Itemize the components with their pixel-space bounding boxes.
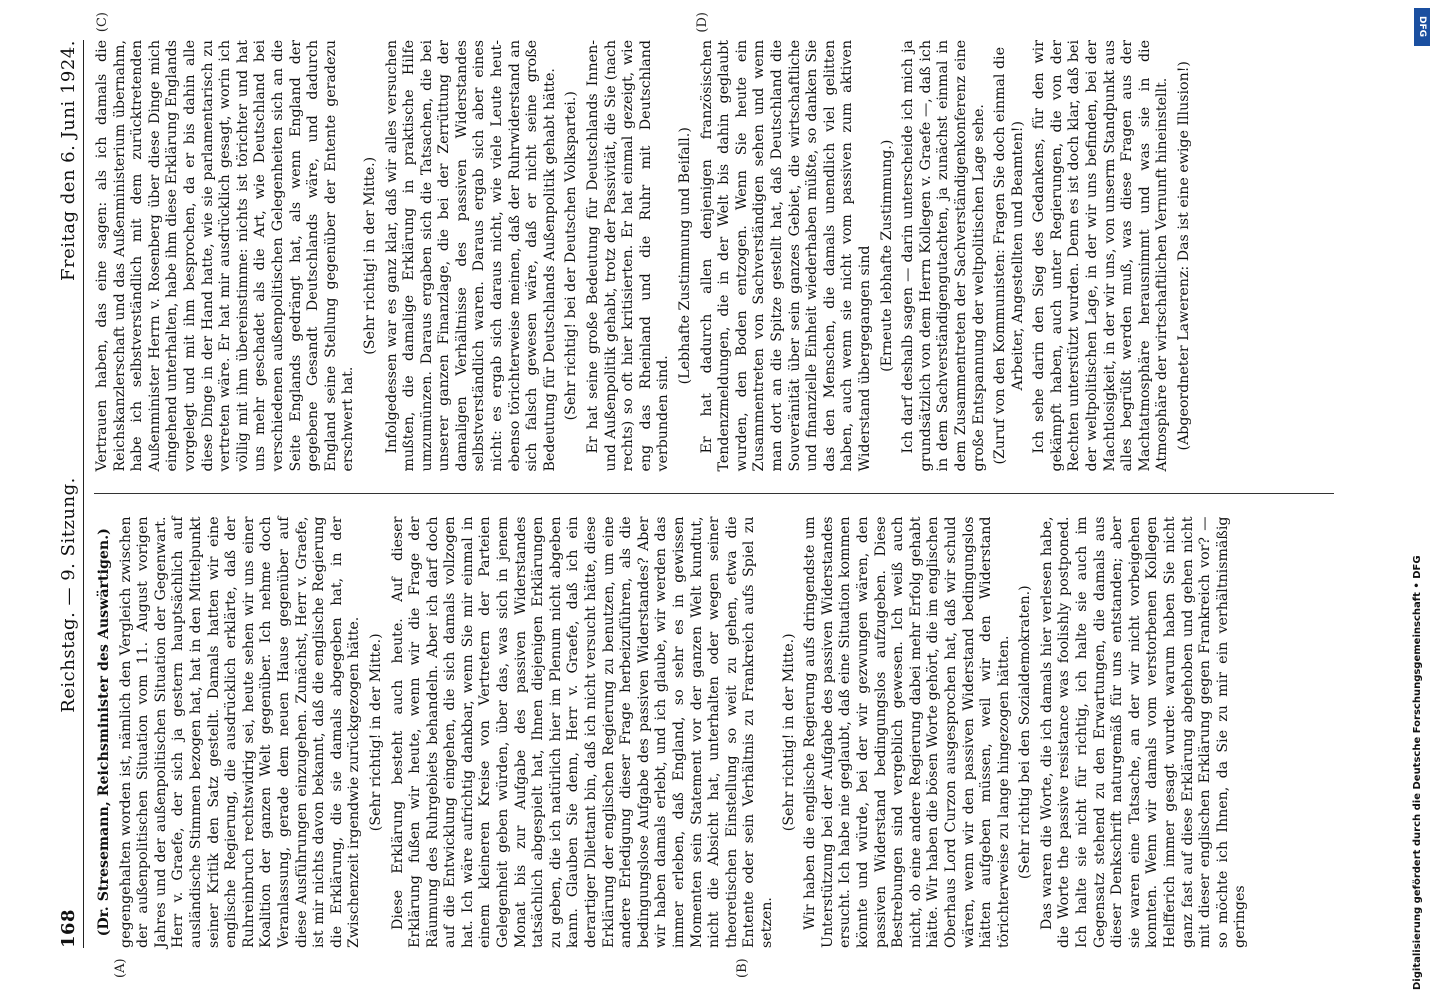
remark: (Lebhafte Zustimmung und Beifall.) (677, 127, 693, 385)
remark: (Sehr richtig! in der Mitte.) (780, 633, 797, 832)
paragraph: Vertrauen haben, das eine sagen: als ich damals die Reichskanzlerschaft und das Außenministerium übernahm, habe ich selbstverständlich mit dem zurücktretenden Außenminister Herrn v. Rosenberg über diese Dinge mich eingehend unterhalten, habe ihm diese Erklärung Englands vorgelegt und mit ihm besprochen, da er bis dahin alle diese Dinge in der Hand hatte, wie sie parlamentarisch zu vertreten wäre. Er hat mir ausdrücklich gesagt, worin ich völlig mit ihm übereinstimme: nichts ist törichter und hat uns mehr geschadet als die Art, wie Deutschland bei verschiedenen außenpolitischen Gelegenheiten sich an die Seite Englands gedrängt hat, als wenn England der gegebene Gesandt Deutschlands wäre, und dadurch England seine Stellung gegenüber der Entente geradezu erschwert hat. (94, 40, 357, 472)
remark: (Erneute lebhafte Zustimmung.) (878, 139, 895, 372)
speaker-label: (Dr. Stresemann, Reichsminister des Auswärtigen.) (96, 528, 112, 937)
remark: (Sehr richtig bei den Sozialdemokraten.) (1017, 585, 1034, 880)
paragraph: Das waren die Worte, die ich damals hier verlesen habe, die Worte the passive resistance was foolishly postponed. Ich halte sie nicht für richtig, ich halte sie auch im Gegensatz stehend zu den Erwartungen, die damals aus dieser Denkschrift naturgemäß für uns entstanden; aber sie waren eine Tatsache, an der wir nicht vorbeigehen konnten. Wenn wir damals vom verstorbenen Kollegen Helfferich immer gesagt wurde: warum haben Sie nicht ganz fast auf diese Erklärung abgehoben und gehen nicht mit dieser englischen Erklärung gegen Frankreich vor? — so möchte ich Ihnen, da Sie zu mir ein verhältnismäßig geringes (1038, 516, 1249, 948)
remark: (Abgeordneter Lawerenz: Das ist eine ewige Illusion!) (1176, 61, 1193, 451)
dfg-credit-strip (1408, 0, 1434, 1000)
margin-mark-a: (A) (113, 958, 128, 978)
dfg-logo: DFG (1414, 8, 1430, 46)
column-divider (94, 494, 1334, 495)
text-columns (94, 12, 1334, 978)
paragraph: Ich sehe darin den Sieg des Gedankens, für den wir gekämpft haben, auch unter Regierungen, die von der Rechten unterstützt wurden. Denn es ist doch klar, daß bei der weltpolitischen Lage, in der wir uns befinden, bei der Machtlosigkeit, in der wir uns, von unserm Standpunkt aus alles begrüßt werden muß, was diese Fragen aus der Machtatmosphäre herausnimmt und was sie in die Atmosphäre der wirtschaftlichen Vernunft hineinstellt. (1031, 40, 1171, 472)
sitting-date: Freitag den 6. Juni 1924. (58, 40, 79, 282)
margin-mark-d: (D) (695, 12, 710, 33)
paragraph: Ich darf deshalb sagen — darin unterscheide ich mich ja grundsätzlich von dem Herrn Kollegen v. Graefe —, daß ich in dem Sachverständigengutachten, ja zunächst einmal in dem Zusammentreten der Sachverständigenkonferenz eine große Entspannung der weltpolitischen Lage sehe. (900, 40, 987, 472)
remark: (Sehr richtig! bei der Deutschen Volkspartei.) (563, 91, 580, 421)
right-column (94, 12, 1334, 472)
page-number: 168 (58, 908, 79, 948)
page-header (58, 40, 84, 948)
paragraph: Wir haben die englische Regierung aufs dringendste um Unterstützung bei der Aufgabe des passiven Widerstandes ersucht. Ich habe nie geglaubt, daß eine Situation kommen könnte und würde, bei der wir gezwungen wären, den passiven Widerstand bedingungslos aufzugeben. Diese Bestrebungen sind vergeblich gewesen. Ich weiß auch nicht, ob eine andere Regierung dabei mehr Erfolg gehabt hätte. Wir haben die bösen Worte gehört, die im englischen Oberhaus Lord Curzon ausgesprochen hat, daß wir schuld wären, wenn wir den passiven Widerstand bedingungslos hätten aufgeben müssen, weil wir den Widerstand törichterweise zu lange hingezogen hätten. (802, 516, 1012, 948)
left-column (94, 516, 1334, 978)
margin-mark-b: (B) (735, 958, 750, 978)
remark: (Sehr richtig! in der Mitte.) (361, 156, 378, 355)
paragraph: Infolgedessen war es ganz klar, daß wir alles versuchen mußten, die damalige Erklärung in praktische Hilfe umzumünzen. Daraus ergaben sich die Tatsachen, die bei unserer ganzen Finanzlage, die bei der Zerrüttung der damaligen Verhältnisse des passiven Widerstandes selbstverständlich waren. Daraus ergab sich aber eines nicht: es ergab sich daraus nicht, wie viele Leute heut- ebenso törichterweise meinen, daß der Ruhrwiderstand an sich falsch gewesen wäre, daß er nicht seine große Bedeutung für Deutschlands Außenpolitik gehabt hätte. (383, 40, 558, 472)
paragraph: Er hat dadurch allen denjenigen französischen Tendenzmeldungen, die in der Welt bis dahin geglaubt wurden, den Boden entzogen. Wenn Sie heute ein Zusammentreten von Sachverständigen sehen und wenn man dort an die Spitze gestellt hat, daß Deutschland die Souveränität über sein ganzes Gebiet, die wirtschaftliche und finanzielle Einheit wiederhaben müßte, so danken Sie das den Menschen, die damals unendlich viel gelitten haben, auch wenn sie nicht vom passiven zum aktiven Widerstand übergegangen sind (698, 40, 873, 472)
digitization-credit: Digitalisierung gefördert durch die Deutsche Forschungsgemeinschaft • DFG (1412, 555, 1423, 990)
paragraph: Diese Erklärung besteht auch heute. Auf dieser Erklärung fußen wir heute, wenn wir die Frage der Räumung des Ruhrgebiets behandeln. Aber ich darf doch auf die Entwicklung eingehen, die sich damals vollzogen hat. Ich wäre aufrichtig dankbar, wenn Sie mir einmal in einem kleineren Kreise von Vertretern der Parteien Gelegenheit geben würden, über das, was sich in jenem Monat bis zur Aufgabe des passiven Widerstandes tatsächlich abgespielt hat, Ihnen diejenigen Erklärungen zu geben, die ich natürlich hier im Plenum nicht abgeben kann. Glauben Sie denn, Herr v. Graefe, daß ich ein derartiger Dilettant bin, daß ich nicht versucht hätte, diese Erklärung der englischen Regierung zu benutzen, um eine andere Erledigung dieser Frage herbeizuführen, als die bedingungslose Aufgabe des passiven Widerstandes? Aber wir haben damals erlebt, und ich glaube, wir werden das immer erleben, daß England, so sehr es in gewissen Momenten sein Statement vor der ganzen Welt kundtut, nicht die Absicht hat, unterhalten oder wegen seiner theoretischen Einstellung so weit zu gehen, etwa die Entente oder sein Verhältnis zu Frankreich aufs Spiel zu setzen. (389, 516, 775, 948)
running-title: Reichstag. — 9. Sitzung. (58, 477, 79, 713)
margin-mark-c: (C) (95, 12, 110, 33)
remark: (Zuruf von den Kommunisten: Fragen Sie doch einmal die Arbeiter, Angestellten und Beamten!) (992, 47, 1026, 465)
remark: (Sehr richtig! in der Mitte.) (367, 633, 384, 832)
paragraph: gegengehalten worden ist, nämlich den Vergleich zwischen der außenpolitischen Situation vom 11. August vorigen Jahres und der außenpolitischen Situation der Gegenwart. Herr v. Graefe, der sich ja gestern hauptsächlich auf ausländische Stimmen bezogen hat, hat in den Mittelpunkt seiner Kritik den Satz gestellt. Damals hatten wir eine englische Regierung, die ausdrücklich erklärte, daß der Ruhreinbruch rechtswidrig sei, heute sehen wir uns einer Koalition der ganzen Welt gegenüber. Ich nehme doch Veranlassung, gerade dem neuen Hause gegenüber auf diese Ausführungen einzugehen. Zunächst, Herr v. Graefe, ist mir nichts davon bekannt, daß die englische Regierung die Erklärung, die sie damals abgegeben hat, in der Zwischenzeit irgendwie zurückgezogen hätte. (117, 516, 363, 948)
paragraph: Er hat seine große Bedeutung für Deutschlands Innen- und Außenpolitik gehabt, trotz der Passivität, die Sie (nach rechts) so oft hier kritisierten. Er hat einmal gezeigt, wie eng das Rheinland und die Ruhr mit Deutschland verbunden sind. (585, 40, 672, 472)
